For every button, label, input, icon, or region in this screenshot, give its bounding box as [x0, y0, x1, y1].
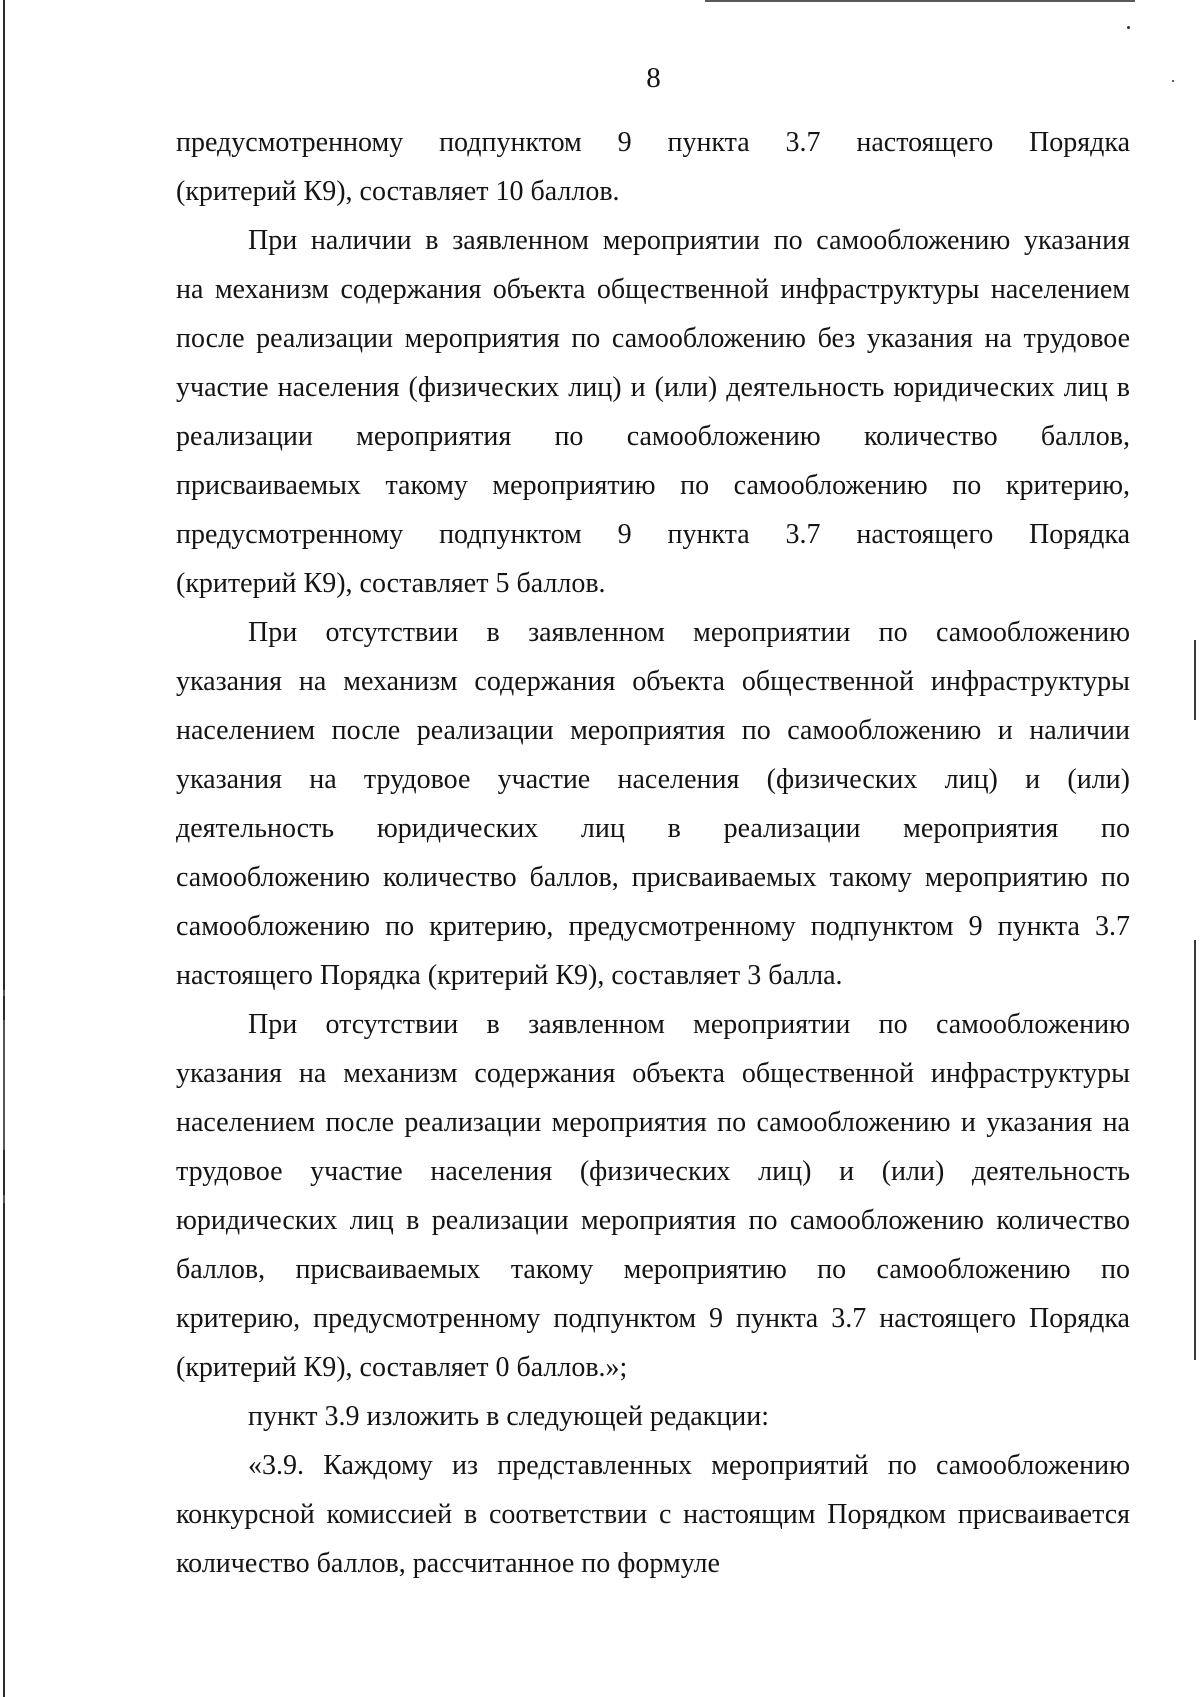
- text-line: указания на механизм содержания объекта общественной инфраструктуры: [176, 1058, 1130, 1089]
- text-line: конкурсной комиссией в соответствии с настоящим Порядком присваивается: [176, 1499, 1130, 1530]
- text-line: «3.9. Каждому из представленных мероприятий по самообложению: [248, 1450, 1130, 1481]
- text-line: предусмотренному подпунктом 9 пункта 3.7 настоящего Порядка: [176, 519, 1130, 550]
- scan-right-mark: [1194, 640, 1196, 720]
- scan-left-mark: [3, 1195, 5, 1203]
- text-line: после реализации мероприятия по самообложению без указания на трудовое: [176, 323, 1130, 354]
- scan-left-mark: [3, 990, 5, 996]
- text-line: пункт 3.9 изложить в следующей редакции:: [248, 1401, 769, 1432]
- text-line: количество баллов, рассчитанное по формуле: [176, 1548, 720, 1579]
- document-body: [176, 118, 1130, 1588]
- text-line: настоящего Порядка (критерий К9), составляет 3 балла.: [176, 960, 843, 991]
- body-paragraph: [176, 608, 1130, 1000]
- page-number: 8: [646, 62, 661, 94]
- scan-top-line: [705, 0, 1135, 2]
- scan-left-edge: [3, 0, 5, 1697]
- text-line: присваиваемых такому мероприятию по самообложению по критерию,: [176, 470, 1130, 501]
- text-line: трудовое участие населения (физических лиц) и (или) деятельность: [176, 1156, 1130, 1187]
- text-line: указания на трудовое участие населения (физических лиц) и (или): [176, 764, 1130, 795]
- body-paragraph: [176, 1441, 1130, 1588]
- text-line: деятельность юридических лиц в реализации мероприятия по: [176, 813, 1130, 844]
- body-paragraph: [176, 216, 1130, 608]
- scan-speck: [1127, 26, 1130, 29]
- text-line: критерию, предусмотренному подпунктом 9 пункта 3.7 настоящего Порядка: [176, 1303, 1130, 1334]
- text-line: населением после реализации мероприятия по самообложению и наличии: [176, 715, 1130, 746]
- text-line: При отсутствии в заявленном мероприятии по самообложению: [248, 617, 1130, 648]
- text-line: самообложению количество баллов, присваиваемых такому мероприятию по: [176, 862, 1130, 893]
- body-paragraph: [176, 1392, 1130, 1441]
- text-line: (критерий К9), составляет 5 баллов.: [176, 568, 606, 599]
- text-line: участие населения (физических лиц) и (или) деятельность юридических лиц в: [176, 372, 1130, 403]
- body-paragraph: [176, 118, 1130, 216]
- text-line: предусмотренному подпунктом 9 пункта 3.7 настоящего Порядка: [176, 127, 1130, 158]
- text-line: юридических лиц в реализации мероприятия по самообложению количество: [176, 1205, 1130, 1236]
- text-line: реализации мероприятия по самообложению количество баллов,: [176, 421, 1130, 452]
- text-line: на механизм содержания объекта общественной инфраструктуры населением: [176, 274, 1130, 305]
- text-line: самообложению по критерию, предусмотренному подпунктом 9 пункта 3.7: [176, 911, 1130, 942]
- text-line: При отсутствии в заявленном мероприятии по самообложению: [248, 1009, 1130, 1040]
- text-line: (критерий К9), составляет 0 баллов.»;: [176, 1352, 628, 1383]
- scan-right-mark: [1194, 940, 1196, 1360]
- text-line: баллов, присваиваемых такому мероприятию по самообложению по: [176, 1254, 1130, 1285]
- body-paragraph: [176, 1000, 1130, 1392]
- text-line: населением после реализации мероприятия по самообложению и указания на: [176, 1107, 1130, 1138]
- scan-left-mark: [3, 1020, 5, 1150]
- text-line: указания на механизм содержания объекта общественной инфраструктуры: [176, 666, 1130, 697]
- text-line: При наличии в заявленном мероприятии по самообложению указания: [248, 225, 1130, 256]
- text-line: (критерий К9), составляет 10 баллов.: [176, 176, 620, 207]
